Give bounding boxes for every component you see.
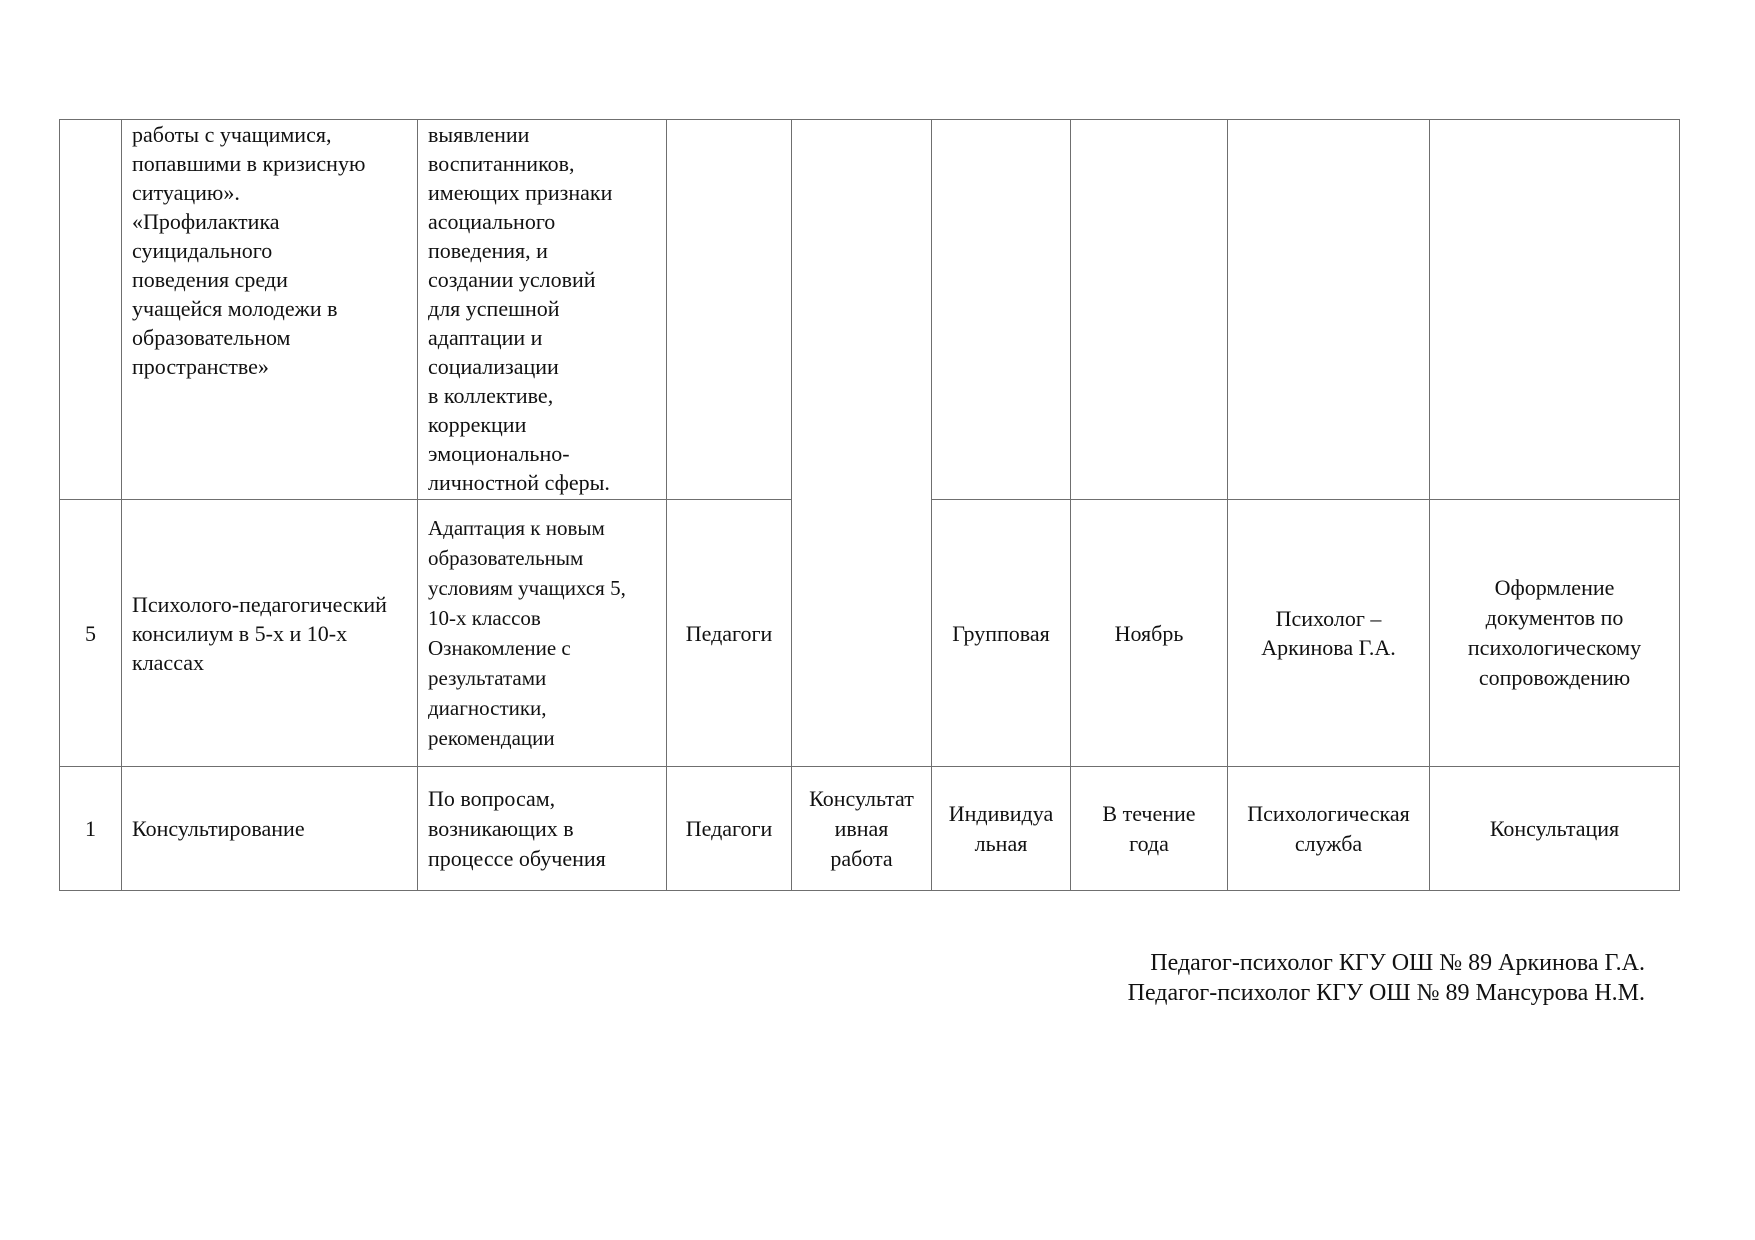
topic-line: образовательном xyxy=(132,325,291,350)
form-cell xyxy=(792,767,932,891)
type-line: Индивидуа xyxy=(948,800,1054,826)
goal-cell xyxy=(418,767,667,891)
goal-cell xyxy=(418,500,667,767)
goal-line: создании условий xyxy=(428,267,596,292)
responsible-line: Аркинова Г.А. xyxy=(1261,635,1396,660)
responsible-line: Психологическая xyxy=(1247,800,1410,826)
date-cell xyxy=(1071,120,1228,500)
audience-cell: Педагоги xyxy=(667,767,792,891)
type-line: льная xyxy=(974,830,1028,856)
responsible-line: Психолог – xyxy=(1275,606,1382,631)
date-line: года xyxy=(1129,830,1169,856)
goal-line: диагностики, xyxy=(428,696,547,720)
result-cell: Консультация xyxy=(1430,767,1680,891)
goal-line: возникающих в xyxy=(428,815,574,841)
topic-line: пространстве» xyxy=(132,354,269,379)
goal-line: выявлении xyxy=(428,122,530,147)
work-plan-table xyxy=(59,119,1680,891)
goal-line: личностной сферы. xyxy=(428,470,610,495)
result-line: психологическому xyxy=(1467,635,1642,660)
table-row xyxy=(60,120,1680,500)
goal-line: имеющих признаки xyxy=(428,180,613,205)
goal-line: социализации xyxy=(428,354,559,379)
topic-line: Психолого-педагогический xyxy=(132,591,387,617)
goal-line: асоциального xyxy=(428,209,556,234)
result-line: Оформление xyxy=(1494,575,1615,600)
table-row xyxy=(60,767,1680,891)
goal-line: результатами xyxy=(428,666,547,690)
result-line: сопровождению xyxy=(1478,665,1631,690)
topic-line: ситуацию». xyxy=(132,180,240,205)
date-cell xyxy=(1071,767,1228,891)
form-line: ивная xyxy=(834,815,889,841)
form-line: Консультат xyxy=(809,785,914,811)
topic-line: учащейся молодежи в xyxy=(132,296,338,321)
goal-line: рекомендации xyxy=(428,726,555,750)
responsible-cell xyxy=(1228,500,1430,767)
goal-line: воспитанников, xyxy=(428,151,575,176)
topic-line: работы с учащимися, xyxy=(132,122,332,147)
goal-line: в коллективе, xyxy=(428,383,554,408)
topic-line: консилиум в 5-х и 10-х xyxy=(132,620,348,646)
goal-line: процессе обучения xyxy=(428,845,606,871)
goal-cell xyxy=(418,120,667,500)
type-cell xyxy=(932,120,1071,500)
audience-cell xyxy=(667,120,792,500)
goal-line: Адаптация к новым xyxy=(428,516,605,540)
goal-line: коррекции xyxy=(428,412,527,437)
goal-line: Ознакомление с xyxy=(428,636,571,660)
goal-line: образовательным xyxy=(428,546,584,570)
date-line: В течение xyxy=(1102,800,1196,826)
audience-cell: Педагоги xyxy=(667,500,792,767)
goal-line: адаптации и xyxy=(428,325,543,350)
goal-line: 10-х классов xyxy=(428,606,541,630)
responsible-cell xyxy=(1228,767,1430,891)
topic-line: классах xyxy=(132,649,204,675)
result-cell xyxy=(1430,500,1680,767)
goal-line: эмоционально- xyxy=(428,441,570,466)
responsible-cell xyxy=(1228,120,1430,500)
row-number-cell: 5 xyxy=(60,500,122,767)
goal-line: для успешной xyxy=(428,296,560,321)
type-cell: Групповая xyxy=(932,500,1071,767)
form-cell xyxy=(792,120,932,767)
signature-block xyxy=(1128,948,1645,1008)
result-line: документов по xyxy=(1485,605,1624,630)
goal-line: условиям учащихся 5, xyxy=(428,576,626,600)
topic-cell xyxy=(122,500,418,767)
topic-cell xyxy=(122,120,418,500)
date-cell: Ноябрь xyxy=(1071,500,1228,767)
topic-line: поведения среди xyxy=(132,267,288,292)
form-line: работа xyxy=(830,845,893,871)
goal-line: По вопросам, xyxy=(428,785,556,811)
result-cell xyxy=(1430,120,1680,500)
topic-line: попавшими в кризисную xyxy=(132,151,366,176)
type-cell xyxy=(932,767,1071,891)
topic-line: «Профилактика xyxy=(132,209,280,234)
topic-line: суицидального xyxy=(132,238,273,263)
responsible-line: служба xyxy=(1294,830,1363,856)
topic-cell: Консультирование xyxy=(122,767,418,891)
signature-line: Педагог-психолог КГУ ОШ № 89 Мансурова Н.М. xyxy=(1127,980,1645,1006)
row-number-cell xyxy=(60,120,122,500)
signature-line: Педагог-психолог КГУ ОШ № 89 Аркинова Г.А. xyxy=(1150,950,1645,976)
row-number-cell: 1 xyxy=(60,767,122,891)
goal-line: поведения, и xyxy=(428,238,548,263)
